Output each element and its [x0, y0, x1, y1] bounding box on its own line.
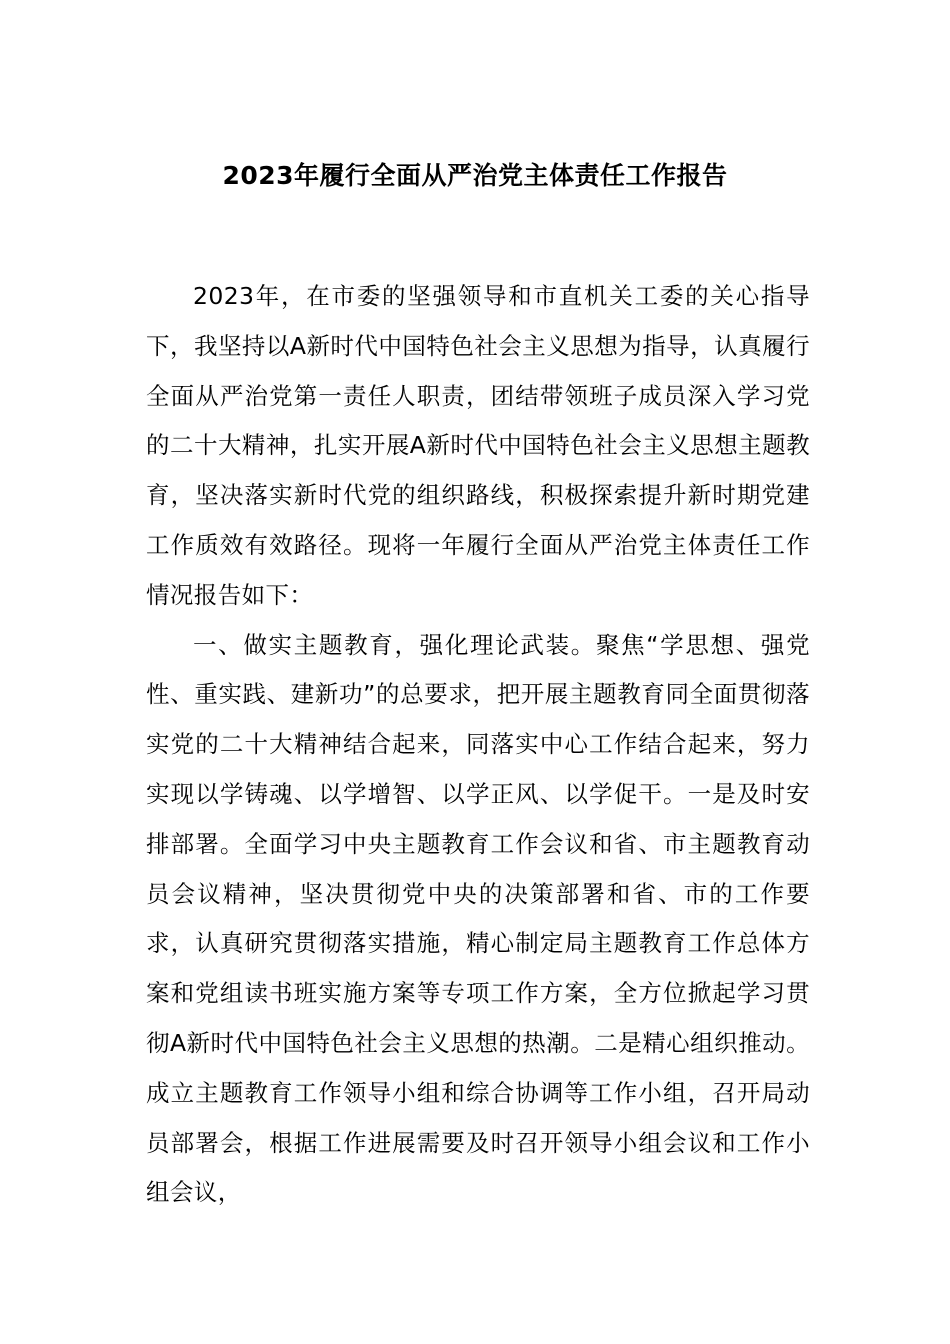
paragraph-section-one: 一、做实主题教育，强化理论武装。聚焦“学思想、强党性、重实践、建新功”的总要求，把开展主题教育同全面贯彻落实党的二十大精神结合起来，同落实中心工作结合起来，努力实现以学铸魂、以学增智、以学正风、以学促干。一是及时安排部署。全面学习中央主题教育工作会议和省、市主题教育动员会议精神，坚决贯彻党中央的决策部署和省、市的工作要求，认真研究贯彻落实措施，精心制定局主题教育工作总体方案和党组读书班实施方案等专项工作方案，全方位掀起学习贯彻A新时代中国特色社会主义思想的热潮。二是精心组织推动。成立主题教育工作领导小组和综合协调等工作小组，召开局动员部署会，根据工作进展需要及时召开领导小组会议和工作小组会议， [146, 630, 810, 1207]
document-body [146, 272, 810, 1218]
paragraph-intro: 2023年，在市委的坚强领导和市直机关工委的关心指导下，我坚持以A新时代中国特色社会主义思想为指导，认真履行全面从严治党第一责任人职责，团结带领班子成员深入学习党的二十大精神，扎实开展A新时代中国特色社会主义思想主题教育，坚决落实新时代党的组织路线，积极探索提升新时期党建工作质效有效路径。现将一年履行全面从严治党主体责任工作情况报告如下： [146, 282, 810, 609]
document-title: 2023年履行全面从严治党主体责任工作报告 [222, 161, 728, 190]
